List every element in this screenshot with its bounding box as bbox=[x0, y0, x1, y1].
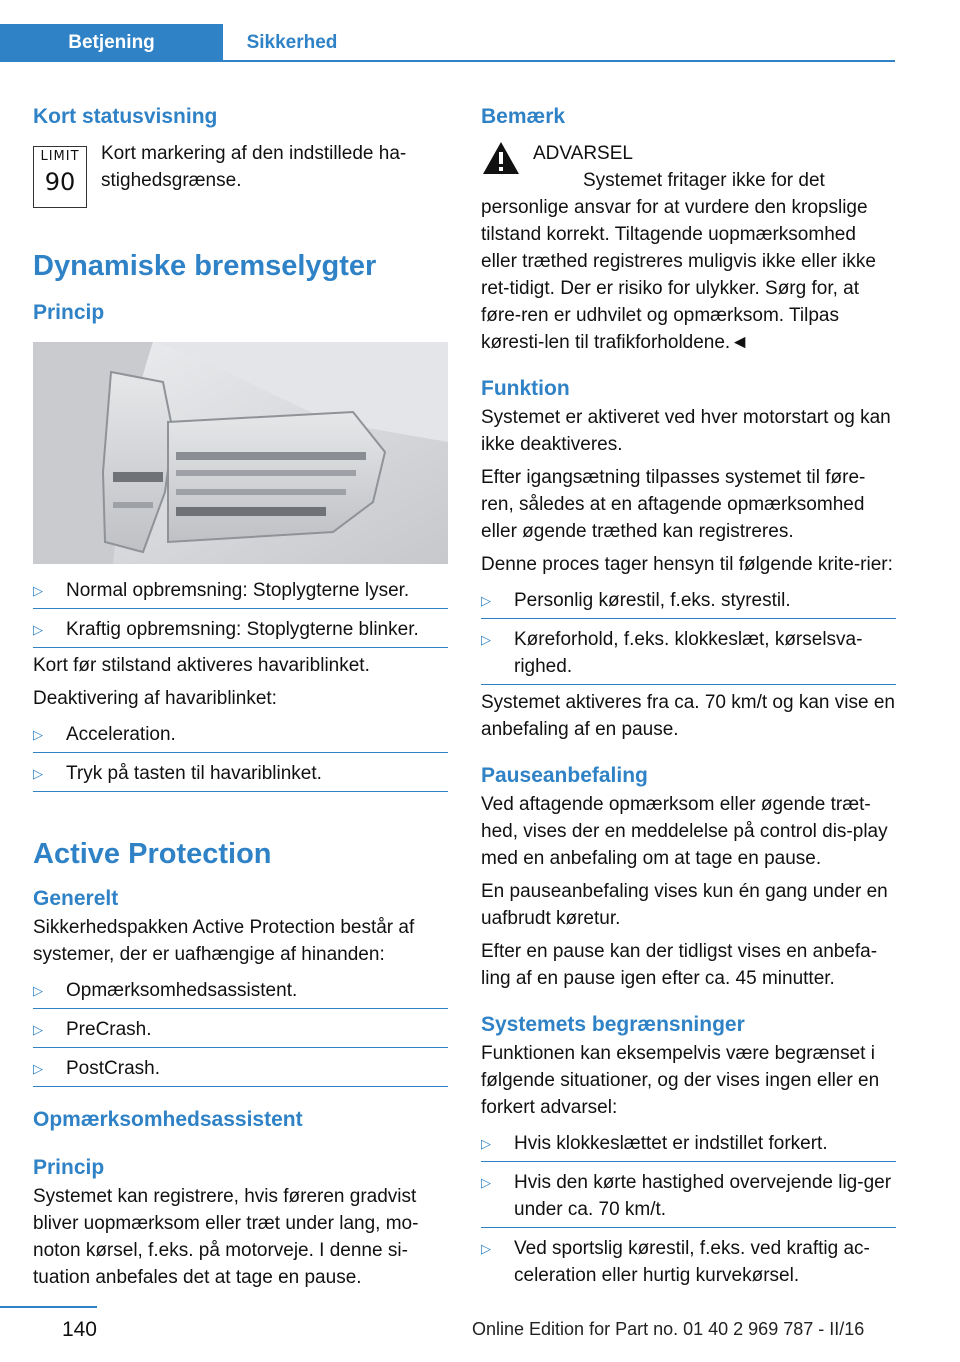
pauseanbefaling-heading: Pauseanbefaling bbox=[481, 764, 648, 787]
systems-list bbox=[33, 974, 448, 1087]
deaktivering-list bbox=[33, 718, 448, 792]
generelt-text: Sikkerhedspakken Active Protection består af systemer, der er uafhængige af hinanden: bbox=[33, 917, 415, 965]
list-item: ▷ Personlig kørestil, f.eks. styrestil. bbox=[481, 584, 896, 619]
triangle-bullet-icon: ▷ bbox=[33, 1022, 43, 1037]
triangle-bullet-icon: ▷ bbox=[33, 727, 43, 742]
triangle-bullet-icon: ▷ bbox=[481, 593, 491, 608]
funktion-text-3: Denne proces tager hensyn til følgende krite-rier: bbox=[481, 554, 893, 575]
list-item: ▷ Køreforhold, f.eks. klokkeslæt, kørselsva-righed. bbox=[481, 623, 896, 685]
list-item: ▷ Acceleration. bbox=[33, 718, 448, 753]
speed-limit-icon-value: 90 bbox=[44, 168, 76, 196]
triangle-bullet-icon: ▷ bbox=[481, 1241, 491, 1256]
header-bar bbox=[0, 24, 895, 62]
list-item: ▷ Kraftig opbremsning: Stoplygterne blinker. bbox=[33, 613, 448, 648]
triangle-bullet-icon: ▷ bbox=[33, 622, 43, 637]
edition-footer: Online Edition for Part no. 01 40 2 969 787 - II/16 bbox=[472, 1319, 865, 1339]
advarsel-label: ADVARSEL bbox=[533, 143, 633, 164]
kort-statusvisning-heading: Kort statusvisning bbox=[33, 105, 218, 128]
speed-limit-icon bbox=[33, 146, 87, 208]
bemaerk-heading: Bemærk bbox=[481, 105, 566, 128]
begraensninger-text: Funktionen kan eksempelvis være begrænset i følgende situationer, og der vises ingen eller en forkert advarsel: bbox=[481, 1043, 880, 1118]
list-item: ▷ Ved sportslig kørestil, f.eks. ved kraftig ac-celeration eller hurtig kurvekørsel. bbox=[481, 1232, 896, 1293]
pause-text-2: En pauseanbefaling vises kun én gang under en uafbrudt køretur. bbox=[481, 881, 888, 929]
warning-block bbox=[481, 140, 896, 356]
list-item: ▷ PreCrash. bbox=[33, 1013, 448, 1048]
tail-light-photo bbox=[33, 342, 448, 564]
list-item: ▷ PostCrash. bbox=[33, 1052, 448, 1087]
kriterier-list bbox=[481, 584, 896, 685]
page-number: 140 bbox=[61, 1318, 97, 1341]
funktion-text-1: Systemet er aktiveret ved hver motorstart og kan ikke deaktiveres. bbox=[481, 407, 891, 455]
havariblink-text: Kort før stilstand aktiveres havariblinket. bbox=[33, 655, 370, 676]
opmaerksomhedsassistent-heading: Opmærksomhedsassistent bbox=[33, 1108, 303, 1131]
funktion-heading: Funktion bbox=[481, 377, 570, 400]
warning-triangle-icon bbox=[481, 140, 521, 176]
dynamiske-bremselygter-heading: Dynamiske bremselygter bbox=[33, 250, 377, 282]
kort-block bbox=[33, 140, 448, 208]
pause-text-1: Ved aftagende opmærksom eller øgende træt-hed, vises der en meddelelse på control dis-play med en anbefaling om at tage en pause. bbox=[481, 794, 888, 869]
pause-text-3: Efter en pause kan der tidligst vises en anbefa-ling af en pause igen efter ca. 45 minutter. bbox=[481, 941, 878, 989]
generelt-heading: Generelt bbox=[33, 887, 119, 910]
begraensninger-list bbox=[481, 1127, 896, 1293]
triangle-bullet-icon: ▷ bbox=[481, 1136, 491, 1151]
triangle-bullet-icon: ▷ bbox=[481, 1175, 491, 1190]
triangle-bullet-icon: ▷ bbox=[33, 983, 43, 998]
left-column bbox=[33, 100, 448, 1297]
triangle-bullet-icon: ▷ bbox=[481, 632, 491, 647]
header-rule bbox=[0, 60, 895, 62]
list-item: ▷ Normal opbremsning: Stoplygterne lyser. bbox=[33, 574, 448, 609]
princip-heading: Princip bbox=[33, 301, 105, 324]
active-protection-heading: Active Protection bbox=[33, 838, 272, 870]
kort-text: Kort markering af den indstillede ha-stighedsgrænse. bbox=[101, 143, 407, 191]
list-item: ▷ Opmærksomhedsassistent. bbox=[33, 974, 448, 1009]
list-item: ▷ Tryk på tasten til havariblinket. bbox=[33, 757, 448, 792]
funktion-text-4: Systemet aktiveres fra ca. 70 km/t og kan vise en anbefaling af en pause. bbox=[481, 692, 895, 740]
triangle-bullet-icon: ▷ bbox=[33, 1061, 43, 1076]
list-item: ▷ Hvis den kørte hastighed overvejende lig-ger under ca. 70 km/t. bbox=[481, 1166, 896, 1228]
footer-rule bbox=[0, 1306, 97, 1308]
funktion-text-2: Efter igangsætning tilpasses systemet til føre-ren, således at en aftagende opmærksomhed eller øgende træthed kan registreres. bbox=[481, 467, 866, 542]
bremselygter-list bbox=[33, 574, 448, 648]
tab-sikkerhed[interactable]: Sikkerhed bbox=[246, 32, 338, 53]
triangle-bullet-icon: ▷ bbox=[33, 583, 43, 598]
princip2-heading: Princip bbox=[33, 1156, 105, 1179]
triangle-bullet-icon: ▷ bbox=[33, 766, 43, 781]
tab-betjening[interactable]: Betjening bbox=[0, 24, 223, 60]
deaktivering-text: Deaktivering af havariblinket: bbox=[33, 688, 277, 709]
right-column bbox=[481, 100, 896, 1297]
list-item: ▷ Hvis klokkeslættet er indstillet forkert. bbox=[481, 1127, 896, 1162]
warning-text: Systemet fritager ikke for det personlige ansvar for at vurdere den kropslige tilstand korrekt. Tiltagende uopmærksomhed eller træthed registreres muligvis ikke eller ikke ret-tidigt. Der er risiko for ulykker. Sørg for, at føre-ren er udhvilet og opmærksom. Tilpas køresti-len til trafikforholdene.◄ bbox=[481, 170, 876, 353]
systemets-begraensninger-heading: Systemets begrænsninger bbox=[481, 1013, 745, 1036]
speed-limit-icon-label: LIMIT bbox=[40, 149, 80, 164]
princip2-text: Systemet kan registrere, hvis føreren gradvist bliver uopmærksom eller træt under lang, mo-noton kørsel, f.eks. på motorveje. I denne si-tuation anbefales det at tage en pause. bbox=[33, 1186, 419, 1288]
